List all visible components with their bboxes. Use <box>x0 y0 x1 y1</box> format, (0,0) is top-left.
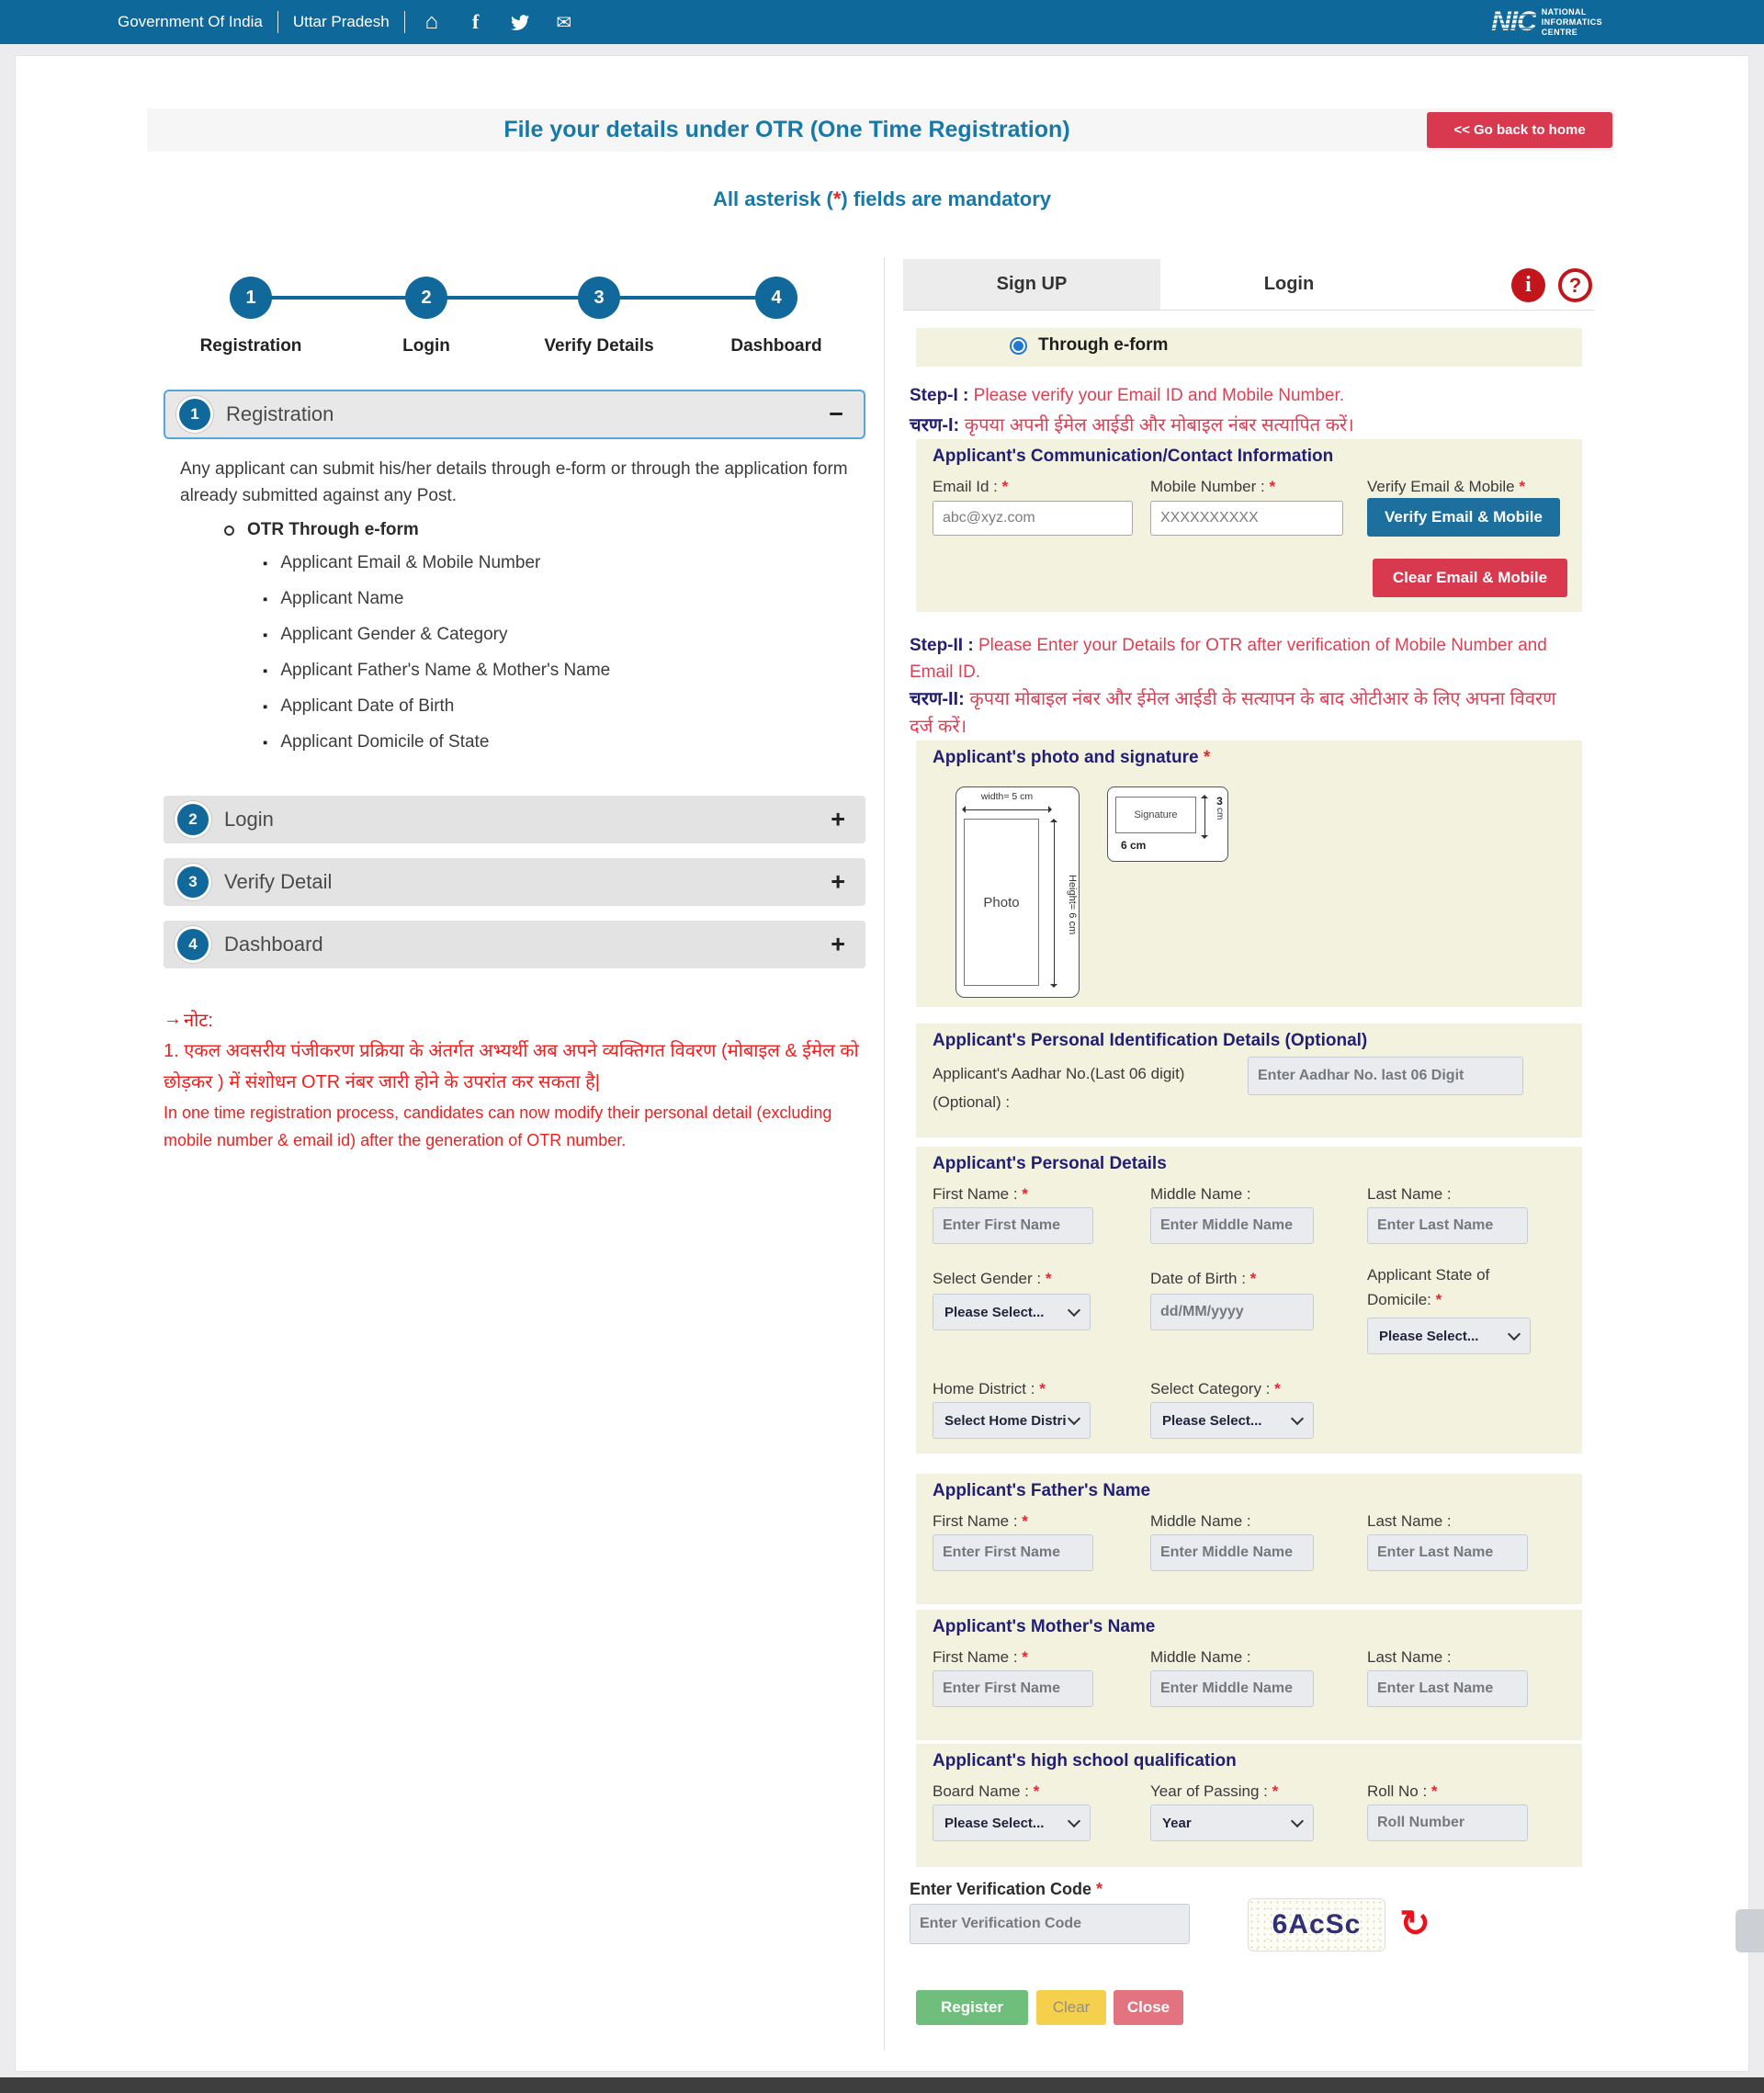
last-name-label: Last Name : <box>1367 1185 1452 1203</box>
asterisk: * <box>1274 1380 1281 1397</box>
stepper-line <box>251 296 776 300</box>
signature-width-label: 6 cm <box>1121 839 1147 852</box>
expand-icon: + <box>831 867 845 896</box>
through-eform-radio[interactable] <box>1010 337 1027 355</box>
father-middle-name-label: Middle Name : <box>1150 1512 1251 1530</box>
gender-label-text: Select Gender : <box>933 1270 1046 1287</box>
mobile-input[interactable] <box>1150 501 1343 536</box>
category-select[interactable]: Please Select... <box>1150 1402 1314 1439</box>
step1-text-en <box>910 386 1344 406</box>
list-item <box>263 661 610 681</box>
list-item-label: ▪ Applicant Email & Mobile Number <box>280 553 541 572</box>
through-eform-label: Through e-form <box>1038 335 1169 355</box>
step2-text-hi <box>910 685 1580 741</box>
photo-width-label: width= 5 cm <box>980 791 1034 802</box>
email-label-text: Email Id : <box>933 478 1002 495</box>
board-name-label <box>933 1782 1039 1801</box>
step-label-dashboard: Dashboard <box>730 336 822 356</box>
column-divider <box>884 257 885 2051</box>
father-last-name-input[interactable] <box>1367 1534 1528 1571</box>
mother-last-name-input[interactable] <box>1367 1670 1528 1707</box>
father-first-name-label-text: First Name : <box>933 1512 1023 1530</box>
year-of-passing-label <box>1150 1782 1278 1801</box>
middle-name-input[interactable] <box>1150 1207 1314 1244</box>
otr-eform-label: OTR Through e-form <box>247 520 419 539</box>
photo-signature-heading <box>933 748 1210 768</box>
width-arrow-icon <box>964 809 1050 810</box>
mail-icon[interactable] <box>552 10 576 34</box>
mandatory-text-a: All asterisk ( <box>712 187 833 210</box>
board-name-label-text: Board Name : <box>933 1782 1034 1800</box>
photo-signature-heading-text: Applicant's photo and signature <box>933 748 1204 767</box>
dob-label-text: Date of Birth : <box>1150 1270 1250 1287</box>
nic-logo-text <box>1542 7 1602 38</box>
list-item <box>263 625 507 645</box>
signature-height-label <box>1215 795 1225 820</box>
top-bar <box>0 0 1764 44</box>
mother-middle-name-label: Middle Name : <box>1150 1648 1251 1666</box>
year-of-passing-select[interactable]: Year <box>1150 1805 1314 1841</box>
email-input[interactable] <box>933 501 1133 536</box>
list-item <box>263 696 454 717</box>
register-button[interactable]: Register <box>916 1990 1028 2025</box>
note-english-text: In one time registration process, candidates can now modify their personal detail (excluding mobile number & email id) after the generation of OTR number. <box>164 1103 832 1149</box>
mobile-label <box>1150 478 1275 496</box>
photo-spec-diagram <box>956 786 1080 998</box>
photo-placeholder: Photo <box>964 819 1039 986</box>
signature-height-arrow-icon <box>1204 797 1205 837</box>
mandatory-text-b: ) fields are mandatory <box>841 187 1052 210</box>
asterisk: * <box>1519 478 1525 495</box>
aadhar-label: Applicant's Aadhar No.(Last 06 digit) (Optional) : <box>933 1065 1185 1111</box>
verify-label <box>1367 478 1525 496</box>
mother-middle-name-input[interactable] <box>1150 1670 1314 1707</box>
asterisk: * <box>832 187 842 210</box>
info-icon[interactable] <box>1511 268 1545 302</box>
gov-of-india-label: Government Of India <box>118 13 263 30</box>
verify-label-text: Verify Email & Mobile <box>1367 478 1520 495</box>
dob-label <box>1150 1270 1256 1288</box>
asterisk: * <box>1001 478 1009 495</box>
mother-name-heading: Applicant's Mother's Name <box>933 1617 1156 1636</box>
first-name-input[interactable] <box>933 1207 1093 1244</box>
nic-line-1: NATIONAL <box>1541 6 1587 17</box>
email-label <box>933 478 1008 496</box>
asterisk: * <box>1272 1782 1279 1800</box>
nic-logo[interactable] <box>1491 6 1602 38</box>
asterisk: * <box>1250 1270 1257 1287</box>
list-item <box>263 553 540 573</box>
last-name-input[interactable] <box>1367 1207 1528 1244</box>
domicile-label <box>1367 1262 1546 1312</box>
accordion-verify-detail[interactable] <box>164 858 865 906</box>
asterisk: * <box>1033 1782 1040 1800</box>
expand-icon: + <box>831 930 845 958</box>
signature-spec-diagram <box>1107 786 1228 862</box>
list-item-label: ▪ Applicant Father's Name & Mother's Name <box>280 661 611 680</box>
expand-icon: + <box>831 805 845 833</box>
asterisk: * <box>1022 1512 1028 1530</box>
personal-details-heading: Applicant's Personal Details <box>933 1154 1167 1173</box>
nic-line-3: CENTRE <box>1541 27 1578 37</box>
step1-message-hi: कृपया अपनी ईमेल आईडी और मोबाइल नंबर सत्यापित करें। <box>964 415 1354 436</box>
dob-input[interactable] <box>1150 1294 1314 1330</box>
father-name-heading: Applicant's Father's Name <box>933 1481 1151 1500</box>
aadhar-heading: Applicant's Personal Identification Details (Optional) <box>933 1031 1368 1050</box>
home-icon[interactable] <box>420 10 444 34</box>
board-name-select[interactable]: Please Select... <box>933 1805 1091 1841</box>
roll-no-label-text: Roll No : <box>1367 1782 1431 1800</box>
top-bar-left <box>118 0 596 44</box>
divider <box>277 11 278 33</box>
list-item <box>263 589 403 609</box>
tab-login[interactable]: Login <box>1160 259 1418 310</box>
refresh-captcha-icon[interactable] <box>1395 1904 1435 1944</box>
mandatory-note <box>15 187 1749 211</box>
accordion-registration-number: 1 <box>179 399 210 430</box>
middle-name-label: Middle Name : <box>1150 1185 1251 1203</box>
list-item-label: ▪ Applicant Domicile of State <box>280 732 490 752</box>
step2-prefix-hi: चरण-II: <box>910 689 970 709</box>
list-item <box>263 732 489 752</box>
home-district-select[interactable]: Select Home Distri <box>933 1402 1091 1439</box>
page-title: File your details under OTR (One Time Registration) <box>503 117 1070 142</box>
roll-no-label <box>1367 1782 1438 1801</box>
accordion-dashboard[interactable] <box>164 921 865 968</box>
category-label <box>1150 1380 1281 1398</box>
step1-text-hi <box>910 412 1354 436</box>
asterisk: * <box>1203 748 1211 767</box>
domicile-select[interactable]: Please Select... <box>1367 1318 1531 1354</box>
asterisk: * <box>1022 1648 1028 1666</box>
list-item-label: ▪ Applicant Date of Birth <box>280 696 455 716</box>
mother-last-name-label: Last Name : <box>1367 1648 1452 1666</box>
gender-label <box>933 1270 1051 1288</box>
asterisk: * <box>1430 1782 1438 1800</box>
asterisk: * <box>1039 1380 1046 1397</box>
circle-bullet-icon <box>224 526 234 536</box>
step1-prefix: Step-I : <box>910 386 974 405</box>
note-block <box>164 1007 873 1154</box>
verification-code-input[interactable] <box>910 1904 1190 1944</box>
signature-height-unit: cm <box>1215 808 1225 820</box>
verification-code-label <box>910 1880 1102 1899</box>
help-icon[interactable] <box>1558 268 1592 302</box>
otr-eform-item <box>224 520 419 540</box>
high-school-heading: Applicant's high school qualification <box>933 1751 1237 1771</box>
accordion-dashboard-title: Dashboard <box>224 933 323 956</box>
domicile-label-text: Applicant State of Domicile: <box>1367 1266 1490 1309</box>
signature-height-value: 3 <box>1216 795 1223 808</box>
scroll-top-button[interactable] <box>1736 1909 1764 1952</box>
divider <box>404 11 405 33</box>
bottom-bar <box>0 2077 1764 2093</box>
step-label-login: Login <box>402 336 450 356</box>
close-button[interactable]: Close <box>1114 1990 1183 2025</box>
step-circle-registration: 1 <box>230 277 272 319</box>
collapse-icon: − <box>829 400 843 428</box>
twitter-icon[interactable] <box>508 10 532 34</box>
note-title: → नोट: <box>164 1007 873 1032</box>
list-item-label: ▪ Applicant Name <box>280 589 404 608</box>
accordion-registration[interactable] <box>164 390 865 439</box>
step-label-verify: Verify Details <box>544 336 654 356</box>
go-back-home-button[interactable]: << Go back to home <box>1427 112 1612 148</box>
verification-code-label-text: Enter Verification Code <box>910 1880 1097 1898</box>
gender-select[interactable]: Please Select... <box>933 1294 1091 1330</box>
asterisk: * <box>1045 1270 1052 1287</box>
facebook-icon[interactable] <box>464 10 488 34</box>
home-district-label <box>933 1380 1046 1398</box>
mobile-label-text: Mobile Number : <box>1150 478 1270 495</box>
step1-prefix-hi: चरण-I: <box>910 415 965 436</box>
asterisk: * <box>1269 478 1276 495</box>
step1-message: Please verify your Email ID and Mobile Number. <box>973 386 1345 405</box>
accordion-login[interactable] <box>164 796 865 843</box>
roll-number-input[interactable] <box>1367 1805 1528 1841</box>
step-circle-verify: 3 <box>578 277 620 319</box>
category-label-text: Select Category : <box>1150 1380 1275 1397</box>
step-circle-login: 2 <box>405 277 447 319</box>
verify-email-mobile-button[interactable]: Verify Email & Mobile <box>1367 498 1560 537</box>
nic-logo-abbr: NIC <box>1491 6 1536 37</box>
home-district-label-text: Home District : <box>933 1380 1040 1397</box>
asterisk: * <box>1096 1880 1103 1898</box>
contact-info-heading: Applicant's Communication/Contact Information <box>933 447 1334 466</box>
accordion-verify-title: Verify Detail <box>224 870 333 893</box>
first-name-label <box>933 1185 1028 1204</box>
signature-placeholder: Signature <box>1115 797 1196 833</box>
clear-email-mobile-button[interactable]: Clear Email & Mobile <box>1373 559 1567 597</box>
uttar-pradesh-label: Uttar Pradesh <box>292 13 390 30</box>
accordion-verify-number: 3 <box>177 866 209 898</box>
accordion-registration-title: Registration <box>226 402 334 425</box>
father-first-name-label <box>933 1512 1028 1531</box>
step-label-registration: Registration <box>199 336 302 356</box>
accordion-login-title: Login <box>224 808 274 831</box>
first-name-label-text: First Name : <box>933 1185 1023 1203</box>
mother-first-name-label <box>933 1648 1028 1667</box>
accordion-login-number: 2 <box>177 804 209 835</box>
step2-message: Please Enter your Details for OTR after verification of Mobile Number and Email ID. <box>910 636 1547 683</box>
aadhar-input[interactable] <box>1248 1057 1523 1095</box>
asterisk: * <box>1435 1291 1442 1309</box>
note-hindi-text: 1. एकल अवसरीय पंजीकरण प्रक्रिया के अंतर्गत अभ्यर्थी अब अपने व्यक्तिगत विवरण (मोबाइल & ईमेल को छोड़कर ) में संशोधन OTR नंबर जारी होने के उपरांत कर सकता है| <box>164 1041 859 1092</box>
step2-text-en <box>910 632 1580 686</box>
father-first-name-input[interactable] <box>933 1534 1093 1571</box>
year-of-passing-label-text: Year of Passing : <box>1150 1782 1272 1800</box>
height-arrow-icon <box>1054 820 1055 986</box>
father-last-name-label: Last Name : <box>1367 1512 1452 1530</box>
clear-button[interactable]: Clear <box>1036 1990 1106 2025</box>
tab-sign-up[interactable]: Sign UP <box>903 259 1160 310</box>
father-middle-name-input[interactable] <box>1150 1534 1314 1571</box>
step-circle-dashboard: 4 <box>755 277 797 319</box>
step2-prefix: Step-II : <box>910 636 978 655</box>
photo-height-label: Height= 6 cm <box>1067 875 1078 935</box>
nic-line-2: INFORMATICS <box>1541 17 1602 27</box>
accordion-dashboard-number: 4 <box>177 929 209 960</box>
step2-message-hi: कृपया मोबाइल नंबर और ईमेल आईडी के सत्यापन के बाद ओटीआर के लिए अपना विवरण दर्ज करें। <box>910 689 1556 737</box>
registration-intro-text: Any applicant can submit his/her details through e-form or through the application form already submitted against any Post. <box>180 459 848 506</box>
mother-first-name-label-text: First Name : <box>933 1648 1023 1666</box>
asterisk: * <box>1022 1185 1028 1203</box>
mother-first-name-input[interactable] <box>933 1670 1093 1707</box>
captcha-image: 6AcSc <box>1248 1898 1385 1952</box>
list-item-label: ▪ Applicant Gender & Category <box>280 625 508 644</box>
